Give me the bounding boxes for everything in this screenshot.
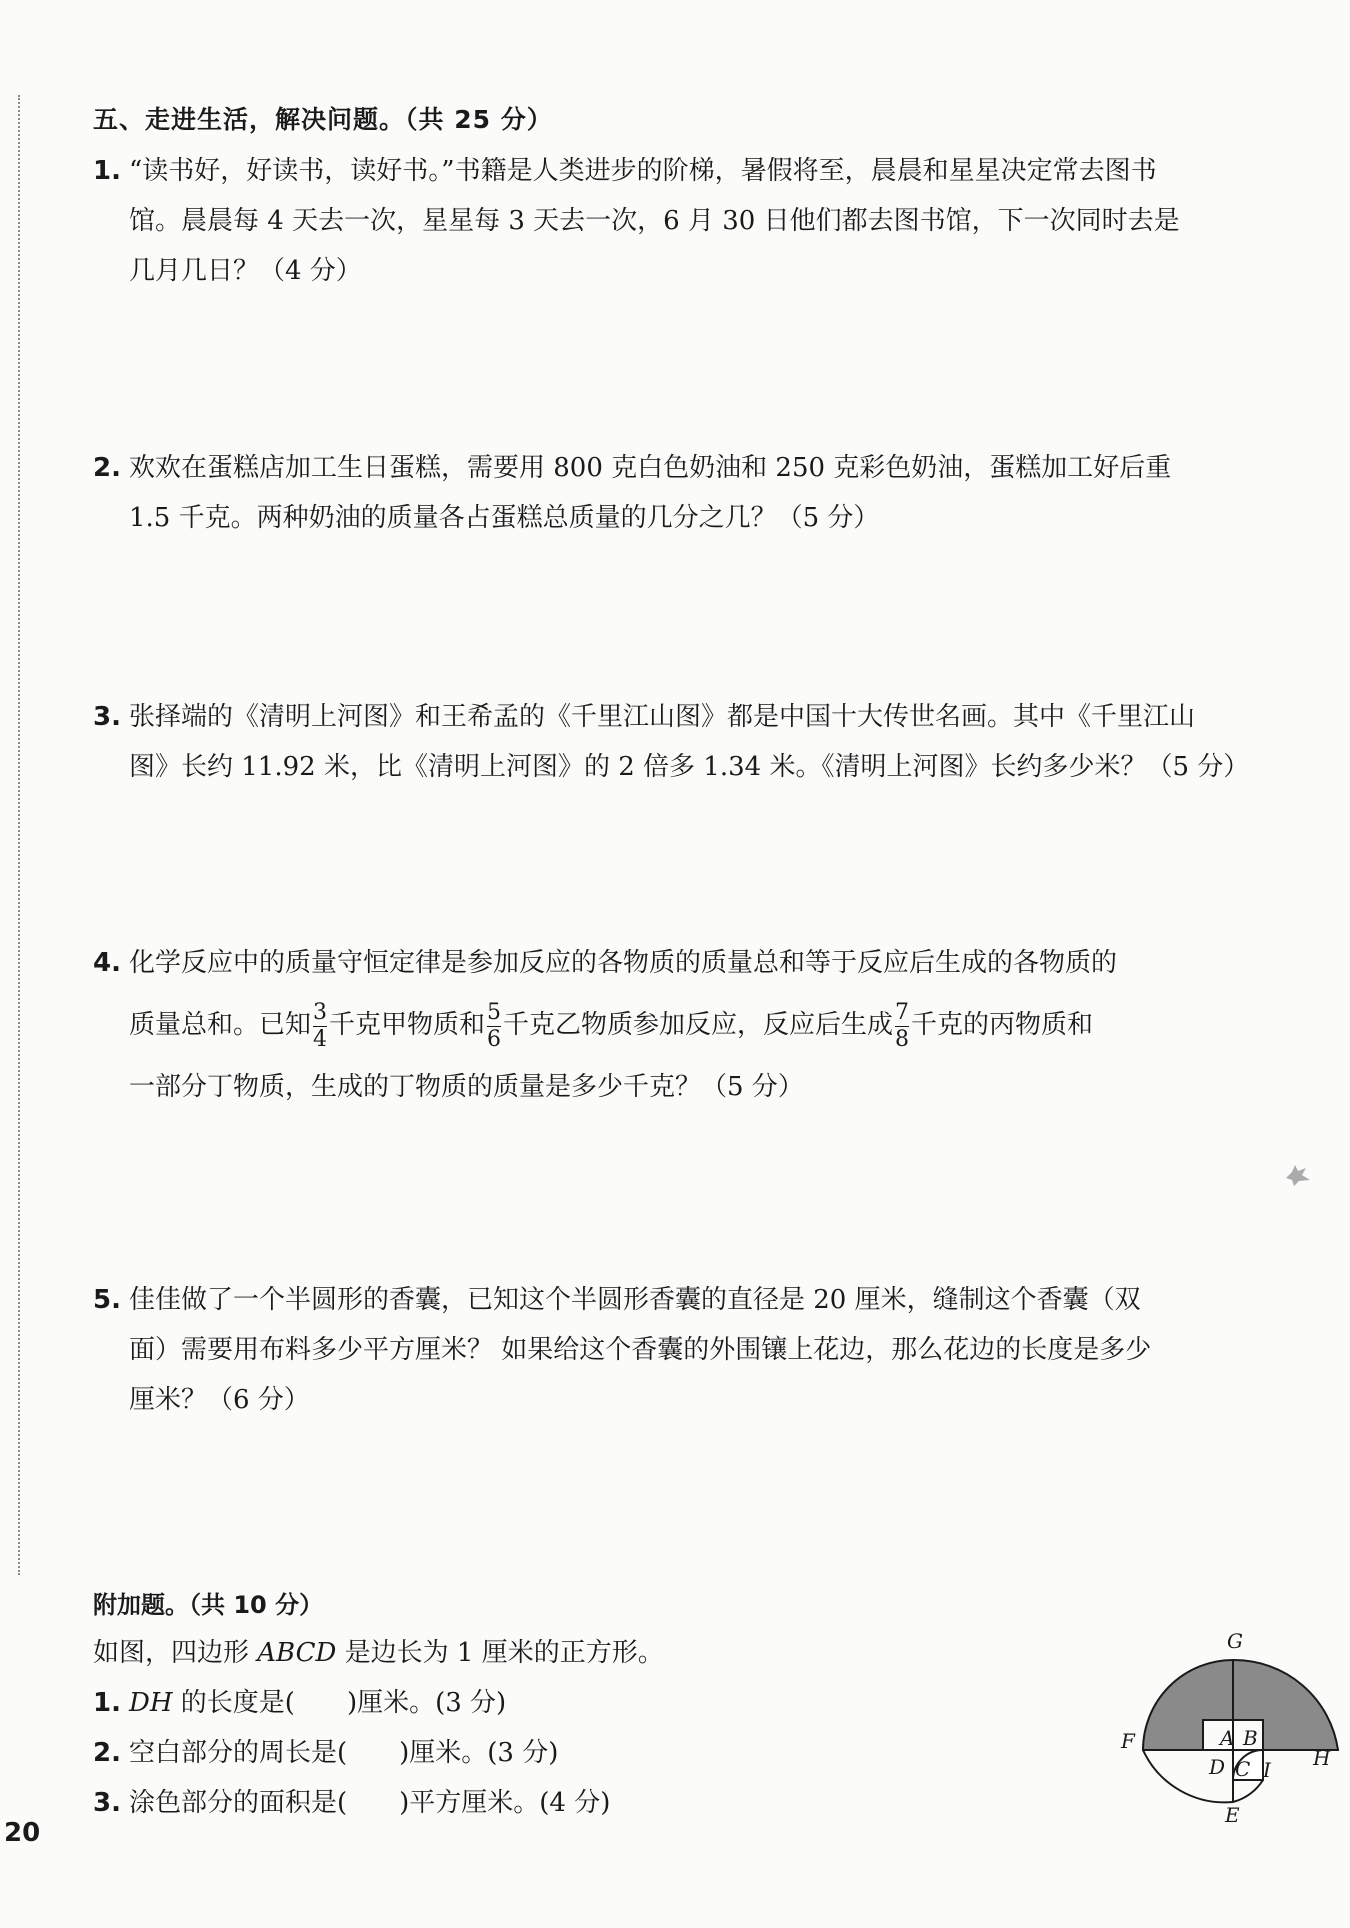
label-G: G xyxy=(1227,1629,1243,1653)
bonus-question-2 xyxy=(93,1728,558,1778)
section-title: 五、走进生活，解决问题。（共 25 分） xyxy=(93,105,553,134)
problem-text-line: 佳佳做了一个半圆形的香囊，已知这个半圆形香囊的直径是 20 厘米，缝制这个香囊（双 xyxy=(129,1285,1141,1315)
label-F: F xyxy=(1121,1729,1135,1753)
label-E: E xyxy=(1225,1803,1240,1827)
problem-text-line: “读书好，好读书，读好书。”书籍是人类进步的阶梯，暑假将至，晨晨和星星决定常去图书 xyxy=(129,156,1157,186)
problem-text-line: 厘米？（6 分） xyxy=(129,1385,310,1415)
bonus-question-1 xyxy=(93,1678,506,1728)
shaded-region xyxy=(1143,1660,1338,1750)
problem-text-line: 1.5 千克。两种奶油的质量各占蛋糕总质量的几分之几？（5 分） xyxy=(129,503,880,533)
bonus-title: 附加题。（共 10 分） xyxy=(93,1591,324,1619)
problem-number: 1. xyxy=(93,156,121,186)
label-H: H xyxy=(1313,1746,1331,1770)
problem-text-line: 张择端的《清明上河图》和王希孟的《千里江山图》都是中国十大传世名画。其中《千里江山 xyxy=(129,702,1196,732)
problem-text-line: 馆。晨晨每 4 天去一次，星星每 3 天去一次，6 月 30 日他们都去图书馆，下一次同时去是 xyxy=(129,206,1180,236)
problem-number: 2. xyxy=(93,453,121,483)
denominator: 6 xyxy=(487,1026,502,1052)
text-segment: 千克甲物质和 xyxy=(329,1010,486,1040)
question-text: 空白部分的周长是( )厘米。(3 分) xyxy=(129,1738,559,1768)
fraction-seven-eighths xyxy=(895,1000,909,1053)
question-number: 1. xyxy=(93,1688,121,1718)
intro-variable: ABCD xyxy=(257,1638,337,1668)
denominator: 8 xyxy=(895,1026,910,1052)
label-B: B xyxy=(1243,1726,1258,1750)
problem-1 xyxy=(93,146,1253,296)
intro-text: 是边长为 1 厘米的正方形。 xyxy=(336,1638,664,1668)
label-C: C xyxy=(1235,1757,1251,1781)
problem-5 xyxy=(93,1275,1253,1425)
numerator: 5 xyxy=(487,999,502,1025)
problem-text-line-with-fractions xyxy=(93,988,1253,1062)
label-I: I xyxy=(1263,1758,1271,1782)
numerator: 7 xyxy=(895,999,910,1025)
question-text: 涂色部分的面积是( )平方厘米。(4 分) xyxy=(129,1788,611,1818)
text-segment: 质量总和。已知 xyxy=(129,1010,312,1040)
problem-text-line: 几月几日？（4 分） xyxy=(129,256,362,286)
problem-4 xyxy=(93,938,1253,1112)
fraction-three-quarters xyxy=(313,1000,327,1053)
problem-3 xyxy=(93,692,1253,792)
fraction-five-sixths xyxy=(487,1000,501,1053)
problem-number: 5. xyxy=(93,1285,121,1315)
problem-number: 4. xyxy=(93,948,121,978)
problem-text-line: 一部分丁物质，生成的丁物质的质量是多少千克？（5 分） xyxy=(129,1072,804,1102)
denominator: 4 xyxy=(313,1026,328,1052)
ink-smudge xyxy=(1282,1162,1312,1188)
question-text: 的长度是( )厘米。(3 分) xyxy=(172,1688,507,1718)
label-A: A xyxy=(1220,1726,1235,1750)
intro-text: 如图，四边形 xyxy=(93,1638,258,1668)
question-variable: DH xyxy=(129,1688,173,1718)
problem-2 xyxy=(93,443,1253,543)
text-segment: 千克的丙物质和 xyxy=(911,1010,1094,1040)
problem-text-line: 面）需要用布料多少平方厘米？ 如果给这个香囊的外围镶上花边，那么花边的长度是多少 xyxy=(129,1335,1152,1365)
geometry-diagram xyxy=(1113,1622,1343,1827)
lower-arc-EI xyxy=(1233,1780,1263,1802)
problem-text-line: 欢欢在蛋糕店加工生日蛋糕，需要用 800 克白色奶油和 250 克彩色奶油，蛋糕加工好后重 xyxy=(129,453,1172,483)
problem-text-line: 图》长约 11.92 米，比《清明上河图》的 2 倍多 1.34 米。《清明上河图》长约多少米？（5 分） xyxy=(129,752,1250,782)
problem-text-line: 化学反应中的质量守恒定律是参加反应的各物质的质量总和等于反应后生成的各物质的 xyxy=(129,948,1118,978)
page-number: 20 xyxy=(4,1818,41,1848)
label-D: D xyxy=(1209,1755,1226,1779)
text-segment: 千克乙物质参加反应，反应后生成 xyxy=(503,1010,894,1040)
numerator: 3 xyxy=(313,999,328,1025)
binding-dotted-line xyxy=(18,95,20,1575)
bonus-question-3 xyxy=(93,1778,610,1828)
problem-number: 3. xyxy=(93,702,121,732)
bonus-intro xyxy=(93,1628,664,1678)
question-number: 3. xyxy=(93,1788,121,1818)
question-number: 2. xyxy=(93,1738,121,1768)
